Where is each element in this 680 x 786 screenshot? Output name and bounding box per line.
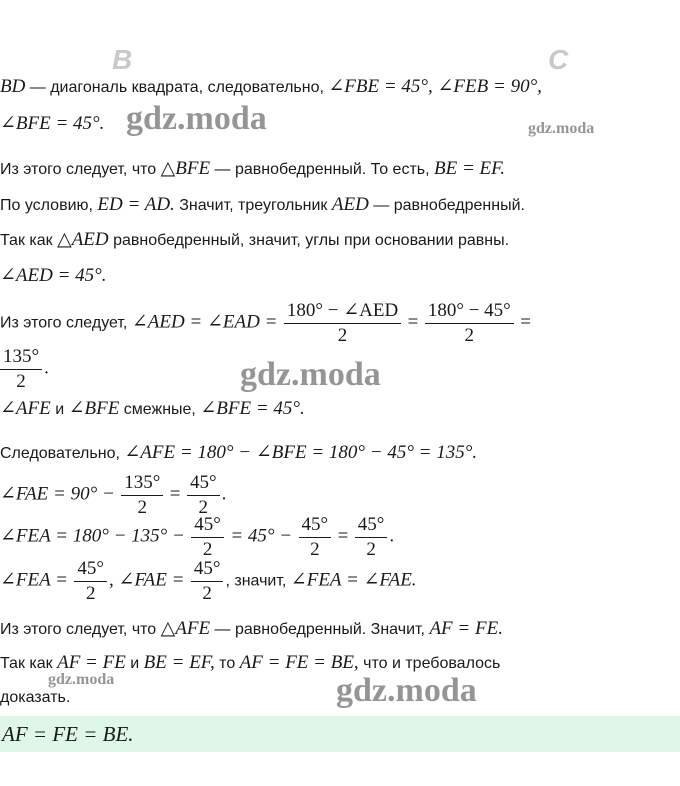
text: Значит, треугольник (174, 197, 332, 214)
text: Из этого следует, (0, 314, 132, 332)
solution-line-2 (0, 113, 104, 136)
fraction-denominator: 2 (366, 539, 376, 560)
fraction-denominator: 2 (310, 539, 320, 560)
text: — равнобедренный. То есть, (210, 161, 434, 178)
text: Из этого следует, что (0, 621, 161, 638)
math-angle-bfe: ∠BFE (68, 398, 120, 419)
fraction-denominator: 2 (464, 325, 475, 346)
solution-line-16 (0, 687, 70, 709)
fraction (0, 346, 42, 393)
solution-line-5 (0, 229, 509, 252)
watermark: gdz.moda (126, 100, 267, 137)
math-angles-equal: ∠FEA = ∠FAE. (290, 569, 417, 591)
solution-line-6 (0, 265, 107, 288)
math-angle-afe: ∠AFE (0, 398, 51, 419)
math-angle-afe-calc: ∠AFE = 180° − ∠BFE = 180° − 45° = 135°. (124, 442, 478, 463)
solution-line-1 (0, 76, 542, 99)
fraction (74, 558, 107, 605)
math-bd: BD (0, 76, 26, 97)
fraction-numerator: 45° (187, 472, 220, 496)
watermark: gdz.moda (528, 120, 595, 137)
watermark: gdz.moda (336, 672, 477, 709)
solution-line-13 (0, 558, 417, 605)
math-angle-fae: , ∠FAE = (109, 569, 185, 591)
figure-corner-label-b: B (112, 44, 133, 75)
solution-line-8 (0, 346, 49, 393)
watermark: gdz.moda (240, 356, 381, 393)
fraction (191, 558, 224, 605)
solution-line-3 (0, 158, 505, 181)
math-expr: = 45° − (230, 525, 293, 547)
fraction-numerator: 45° (191, 558, 224, 582)
fraction (299, 514, 332, 561)
watermark: gdz.moda (48, 671, 115, 688)
fraction-numerator: 180° − ∠AED (284, 300, 401, 324)
solution-line-9 (0, 398, 305, 421)
equals: = (520, 311, 531, 333)
period: . (221, 483, 227, 505)
fraction (355, 514, 388, 561)
math-angle-eq: ∠AED = ∠EAD = (131, 311, 278, 333)
solution-line-4 (0, 194, 525, 217)
solution-line-10 (0, 442, 477, 465)
answer-text: AF = FE = BE. (2, 722, 134, 746)
math-be-ef: BE = EF. (434, 158, 506, 179)
math-angle-aed: ∠AED = 45°. (0, 265, 107, 286)
text: По условию, (0, 197, 98, 214)
fraction-denominator: 2 (16, 371, 26, 392)
math-angle-bfe-value: ∠BFE = 45°. (200, 398, 305, 419)
math-triangle-afe: △AFE (160, 618, 211, 639)
math-angle-fae: ∠FAE = 90° − (0, 483, 115, 505)
period: . (44, 357, 49, 379)
fraction-numerator: 45° (74, 558, 107, 582)
fraction-denominator: 2 (202, 583, 212, 604)
solution-line-7 (0, 300, 531, 347)
math-triangle-bfe: △BFE (160, 158, 211, 179)
fraction (425, 300, 514, 347)
math-af-fe: AF = FE. (429, 618, 503, 639)
math-angle-fea: ∠FEA = 180° − 135° − (0, 525, 185, 547)
math-af-fe-be: AF = FE = BE, (239, 652, 359, 673)
fraction-denominator: 2 (202, 539, 213, 560)
text: Из этого следует, что (0, 161, 161, 178)
fraction-numerator: 45° (191, 514, 224, 538)
fraction-numerator: 45° (299, 514, 332, 538)
text: — диагональ квадрата, следовательно, (25, 79, 329, 96)
math-angle-bfe: ∠BFE = 45°. (0, 113, 105, 134)
answer-box (0, 716, 680, 752)
math-be-ef: BE = EF, (143, 652, 215, 673)
fraction-numerator: 135° (121, 472, 163, 496)
math-af-fe: AF = FE (57, 652, 126, 673)
text: доказать. (0, 689, 71, 706)
fraction (187, 472, 220, 519)
solution-line-11 (0, 472, 226, 519)
text: — равнобедренный. Значит, (210, 621, 430, 638)
text: Следовательно, (0, 445, 125, 462)
text: то (214, 655, 240, 672)
fraction-numerator: 45° (355, 514, 388, 538)
fraction-numerator: 180° − 45° (425, 300, 514, 324)
period: . (389, 525, 395, 547)
equals: = (337, 525, 349, 547)
equals: = (407, 311, 419, 333)
equals: = (169, 483, 181, 505)
solution-line-12 (0, 514, 394, 561)
text: что и требовалось (358, 655, 501, 672)
fraction-denominator: 2 (137, 497, 148, 518)
fraction-denominator: 2 (198, 497, 209, 518)
text: смежные, (119, 401, 201, 418)
math-aed: AED (331, 194, 369, 215)
text: Так как (0, 655, 58, 672)
math-angle-fea: ∠FEA = (0, 569, 68, 591)
fraction-denominator: 2 (85, 583, 96, 604)
math-angles: ∠FBE = 45°, ∠FEB = 90°, (328, 76, 542, 97)
math-ed-ad: ED = AD. (97, 194, 175, 215)
text: Так как (0, 232, 58, 249)
math-triangle-aed: △AED (57, 229, 109, 250)
text: и (125, 655, 144, 672)
fraction-denominator: 2 (337, 325, 348, 346)
text: — равнобедренный. (368, 197, 525, 214)
figure-corner-label-c: C (548, 44, 569, 75)
solution-line-14 (0, 618, 503, 641)
fraction (284, 300, 401, 347)
fraction-numerator: 135° (0, 346, 42, 370)
text: равнобедренный, значит, углы при основании равны. (108, 232, 510, 249)
text: и (50, 401, 69, 418)
fraction (121, 472, 163, 519)
fraction (191, 514, 224, 561)
text: , значит, (225, 572, 291, 590)
